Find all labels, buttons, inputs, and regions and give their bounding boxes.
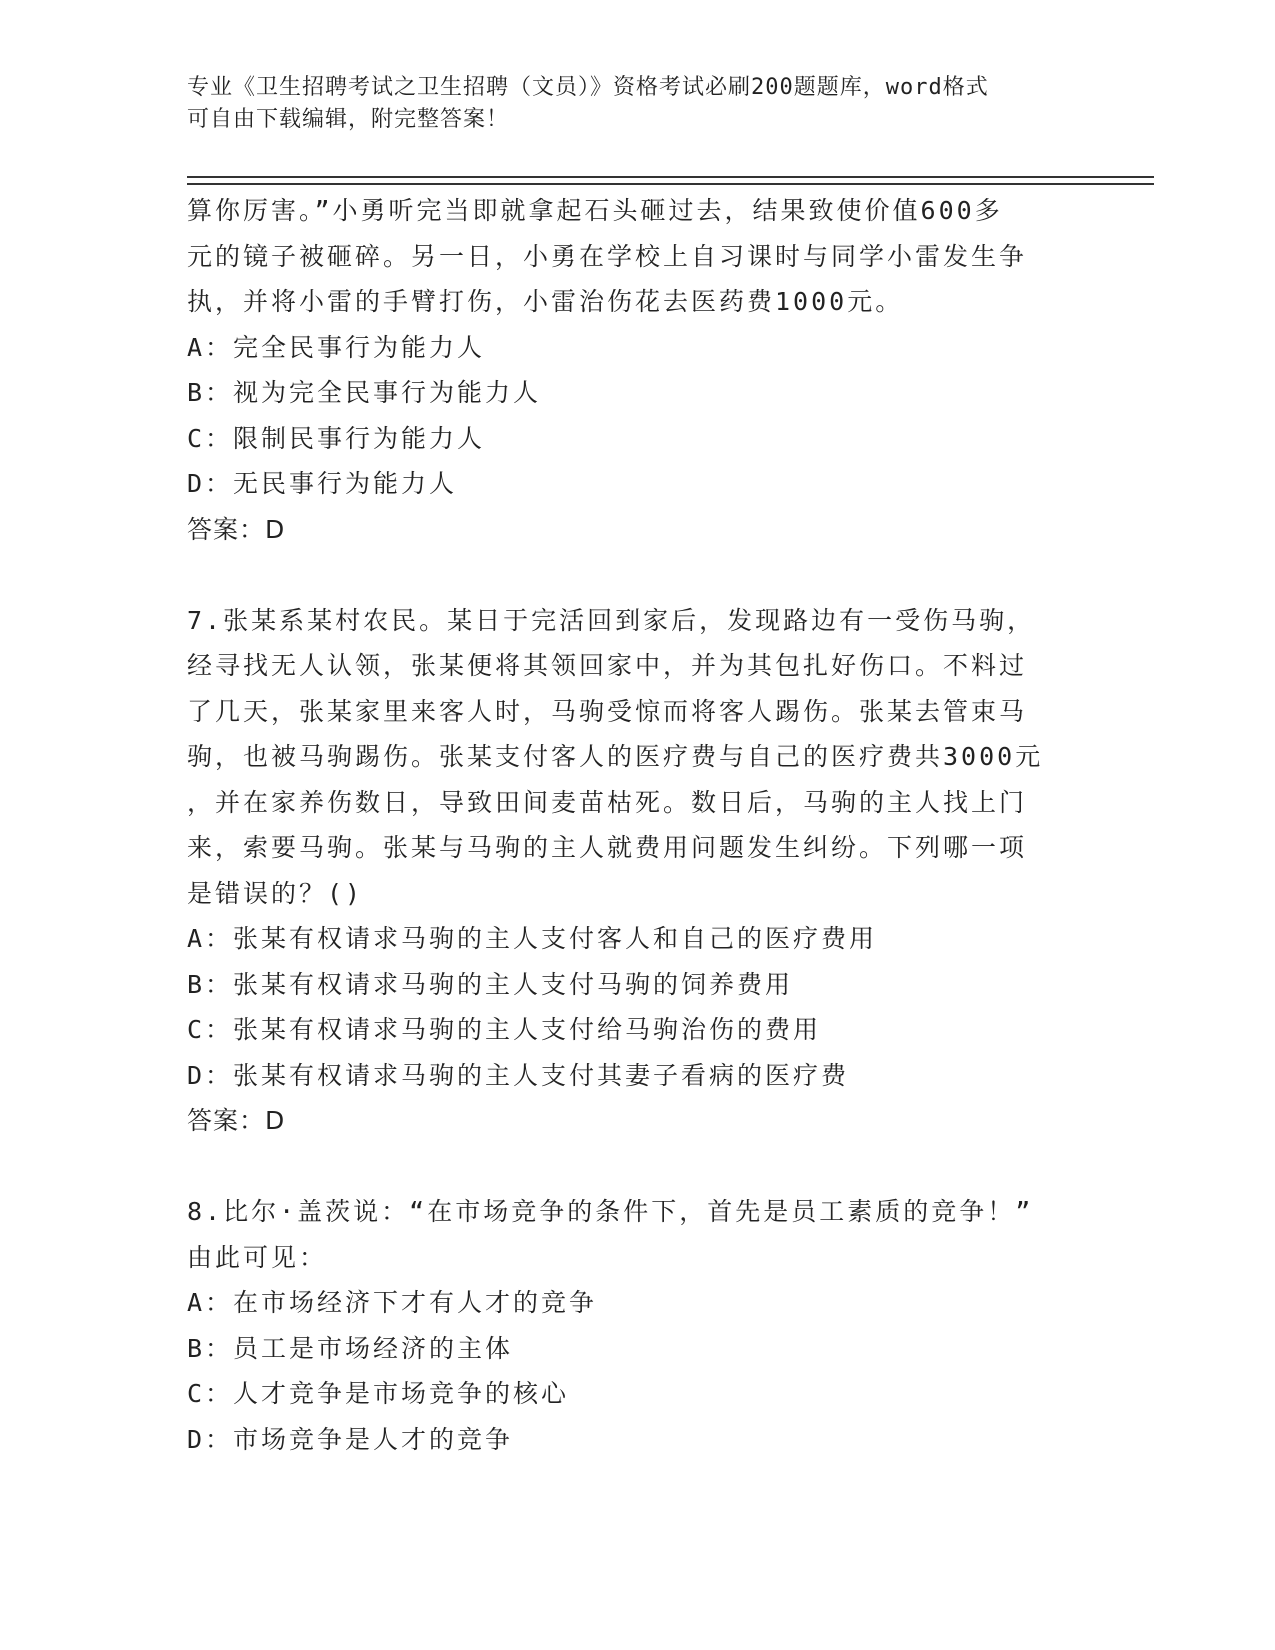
- question-stem-line: 了几天，张某家里来客人时，马驹受惊而将客人踢伤。张某去管束马: [187, 696, 1028, 726]
- question-stem-line: 驹，也被马驹踢伤。张某支付客人的医疗费与自己的医疗费共3000元: [187, 742, 1044, 771]
- question-stem-line: 元的镜子被砸碎。另一日，小勇在学校上自习课时与同学小雷发生争: [187, 241, 1028, 271]
- option-a: A：完全民事行为能力人: [187, 332, 486, 362]
- question-6: [187, 188, 1087, 552]
- header-title-line-2: 可自由下载编辑，附完整答案！: [187, 107, 510, 132]
- question-stem-line: 是错误的？(): [187, 878, 364, 908]
- answer: 答案：D: [187, 1106, 286, 1135]
- header-title-line-1: 专业《卫生招聘考试之卫生招聘（文员）》资格考试必刷200题题库，word格式: [187, 75, 989, 100]
- option-a: A：张某有权请求马驹的主人支付客人和自己的医疗费用: [187, 924, 878, 953]
- spacer: [187, 552, 1087, 598]
- question-stem-line: 由此可见：: [187, 1242, 328, 1272]
- option-c: C：限制民事行为能力人: [187, 423, 486, 453]
- page-header: [187, 72, 1067, 136]
- option-d: D：无民事行为能力人: [187, 469, 458, 498]
- option-c: C：张某有权请求马驹的主人支付给马驹治伤的费用: [187, 1015, 822, 1044]
- question-stem-line: 7.张某系某村农民。某日于完活回到家后，发现路边有一受伤马驹，: [187, 605, 1036, 635]
- question-stem-line: 8.比尔·盖茨说：“在市场竞争的条件下，首先是员工素质的竞争！”: [187, 1197, 1034, 1226]
- header-divider-bottom: [187, 183, 1154, 185]
- document-body: [187, 188, 1087, 1462]
- question-stem-line: 经寻找无人认领，张某便将其领回家中，并为其包扎好伤口。不料过: [187, 651, 1028, 680]
- option-b: B：张某有权请求马驹的主人支付马驹的饲养费用: [187, 969, 794, 999]
- question-stem-line: 来，索要马驹。张某与马驹的主人就费用问题发生纠纷。下列哪一项: [187, 833, 1028, 862]
- option-b: B：员工是市场经济的主体: [187, 1333, 514, 1363]
- option-d: D：市场竞争是人才的竞争: [187, 1424, 514, 1454]
- option-d: D：张某有权请求马驹的主人支付其妻子看病的医疗费: [187, 1060, 850, 1090]
- option-c: C：人才竞争是市场竞争的核心: [187, 1379, 570, 1408]
- question-stem-line: 算你厉害。”小勇听完当即就拿起石头砸过去，结果致使价值600多: [187, 196, 1003, 225]
- question-stem-line: ，并在家养伤数日，导致田间麦苗枯死。数日后，马驹的主人找上门: [187, 787, 1028, 817]
- header-divider-top: [187, 176, 1154, 178]
- question-7: [187, 598, 1087, 1144]
- question-8: [187, 1189, 1087, 1462]
- question-stem-line: 执，并将小雷的手臂打伤，小雷治伤花去医药费1000元。: [187, 287, 904, 316]
- spacer: [187, 1144, 1087, 1190]
- option-a: A：在市场经济下才有人才的竞争: [187, 1288, 598, 1317]
- option-b: B：视为完全民事行为能力人: [187, 378, 542, 407]
- answer: 答案：D: [187, 514, 286, 544]
